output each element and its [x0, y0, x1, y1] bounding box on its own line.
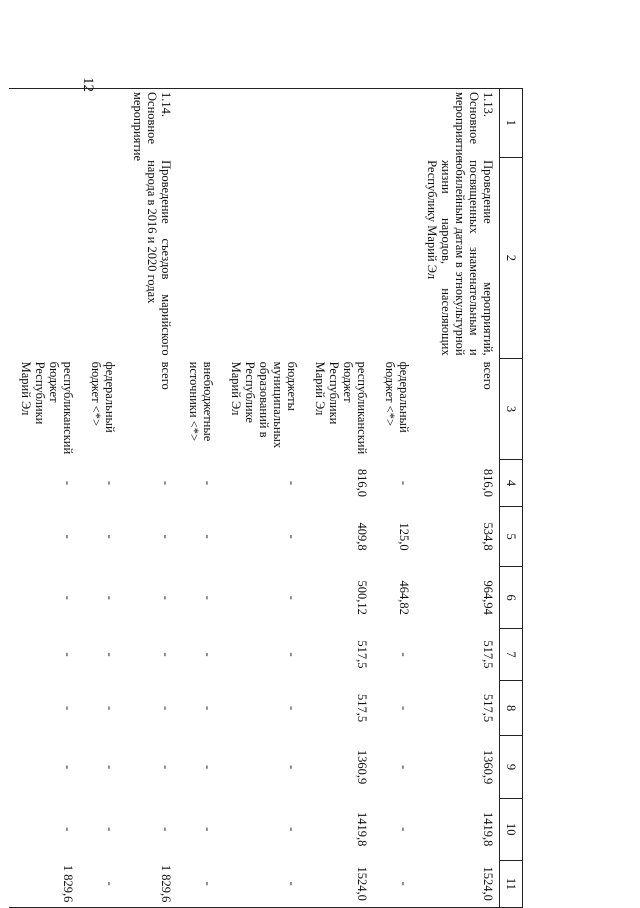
value-cell: -: [285, 595, 299, 600]
col-header-1: 1: [500, 89, 523, 158]
table-row: [373, 89, 415, 908]
value-cell: -: [61, 764, 75, 770]
value-cell: -: [159, 764, 173, 770]
funding-source: федеральный бюджет <*>: [89, 361, 117, 433]
value-cell: -: [103, 534, 117, 539]
col-header-2: 2: [500, 157, 523, 359]
funding-table: [9, 88, 523, 908]
funding-source: федеральный бюджет <*>: [383, 361, 411, 433]
col-header-8: 8: [500, 680, 523, 736]
col-header-5: 5: [500, 507, 523, 567]
value-cell: -: [201, 595, 215, 600]
page-number: 12: [80, 77, 96, 92]
value-cell: -: [103, 705, 117, 711]
value-cell: -: [219, 860, 303, 907]
value-cell: 517,5: [481, 640, 495, 669]
funding-source: всего: [481, 361, 495, 390]
value-cell: -: [159, 652, 173, 657]
table-row: [79, 89, 121, 908]
event-title: [79, 157, 121, 359]
value-cell: 1360,9: [481, 749, 495, 785]
value-cell: 464,82: [397, 580, 411, 615]
table-row: [121, 89, 177, 908]
value-cell: 1524,0: [303, 860, 373, 907]
value-cell: -: [61, 480, 75, 486]
value-cell: 517,5: [355, 694, 369, 723]
value-cell: -: [285, 652, 299, 657]
value-cell: -: [61, 534, 75, 539]
value-cell: -: [201, 534, 215, 539]
value-cell: -: [159, 827, 173, 832]
value-cell: 964,94: [481, 580, 495, 615]
col-header-7: 7: [500, 629, 523, 680]
value-cell: -: [397, 480, 411, 486]
event-number: 1.13. Основное мероприятие: [415, 89, 500, 158]
funding-source: республиканский бюджет Республики Марий Эл: [313, 361, 369, 455]
value-cell: -: [79, 860, 121, 907]
value-cell: 517,5: [481, 694, 495, 723]
col-header-6: 6: [500, 567, 523, 629]
table-row: [415, 89, 500, 908]
event-number: [373, 89, 415, 158]
value-cell: -: [285, 705, 299, 711]
value-cell: -: [159, 534, 173, 539]
value-cell: -: [397, 652, 411, 657]
value-cell: -: [103, 652, 117, 657]
value-cell: -: [159, 595, 173, 600]
value-cell: -: [201, 827, 215, 832]
value-cell: 1 829,6: [121, 860, 177, 907]
event-title: Проведение съездов марийского народа в 2016 и 2020 годах: [145, 160, 173, 356]
value-cell: -: [103, 764, 117, 770]
table-row: [177, 89, 219, 908]
header-row: [500, 89, 523, 908]
value-cell: -: [61, 595, 75, 600]
table-row: [219, 89, 303, 908]
value-cell: -: [201, 652, 215, 657]
value-cell: 1419,8: [481, 812, 495, 847]
col-header-10: 10: [500, 798, 523, 860]
funding-source: бюджеты муниципальных образований в Республике Марий Эл: [229, 361, 299, 449]
event-number: [9, 89, 79, 158]
value-cell: 816,0: [481, 468, 495, 498]
value-cell: -: [285, 534, 299, 539]
event-title: [219, 157, 303, 359]
value-cell: -: [201, 480, 215, 486]
event-number: [177, 89, 219, 158]
event-title: Проведение мероприятий, посвященных знаменательным и юбилейным датам в этнокультурной жизни народов, населяющих Республику Марий Эл: [425, 160, 495, 356]
value-cell: -: [397, 705, 411, 711]
value-cell: -: [103, 480, 117, 486]
value-cell: 534,8: [481, 522, 495, 551]
value-cell: -: [397, 764, 411, 770]
funding-source: внебюджетные источники <*>: [187, 361, 215, 442]
value-cell: -: [201, 705, 215, 711]
event-number: [79, 89, 121, 158]
value-cell: 1524,0: [415, 860, 500, 907]
value-cell: -: [285, 480, 299, 486]
value-cell: 125,0: [397, 522, 411, 551]
col-header-4: 4: [500, 459, 523, 506]
col-header-11: 11: [500, 860, 523, 907]
value-cell: 816,0: [355, 468, 369, 498]
value-cell: -: [103, 595, 117, 600]
value-cell: -: [201, 764, 215, 770]
value-cell: -: [397, 827, 411, 832]
event-title: [373, 157, 415, 359]
col-header-3: 3: [500, 359, 523, 460]
rotated-table-container: [19, 88, 523, 908]
funding-source: республиканский бюджет Республики Марий Эл: [19, 361, 75, 455]
value-cell: -: [61, 827, 75, 832]
event-title: [303, 157, 373, 359]
value-cell: 500,12: [355, 580, 369, 615]
event-number: 1.14. Основное мероприятие: [121, 89, 177, 158]
value-cell: 1419,8: [355, 812, 369, 847]
value-cell: -: [103, 827, 117, 832]
event-title: [177, 157, 219, 359]
table-row: [303, 89, 373, 908]
value-cell: -: [61, 652, 75, 657]
value-cell: 1 829,6: [9, 860, 79, 907]
value-cell: -: [159, 705, 173, 711]
table-row: [9, 89, 79, 908]
value-cell: -: [373, 860, 415, 907]
funding-source: всего: [159, 361, 173, 390]
event-number: [219, 89, 303, 158]
value-cell: -: [159, 480, 173, 486]
event-title: [9, 157, 79, 359]
value-cell: 409,8: [355, 522, 369, 551]
event-number: [303, 89, 373, 158]
value-cell: -: [61, 705, 75, 711]
value-cell: -: [285, 827, 299, 832]
value-cell: 517,5: [355, 640, 369, 669]
value-cell: -: [285, 764, 299, 770]
col-header-9: 9: [500, 736, 523, 798]
value-cell: -: [177, 860, 219, 907]
value-cell: 1360,9: [355, 749, 369, 785]
